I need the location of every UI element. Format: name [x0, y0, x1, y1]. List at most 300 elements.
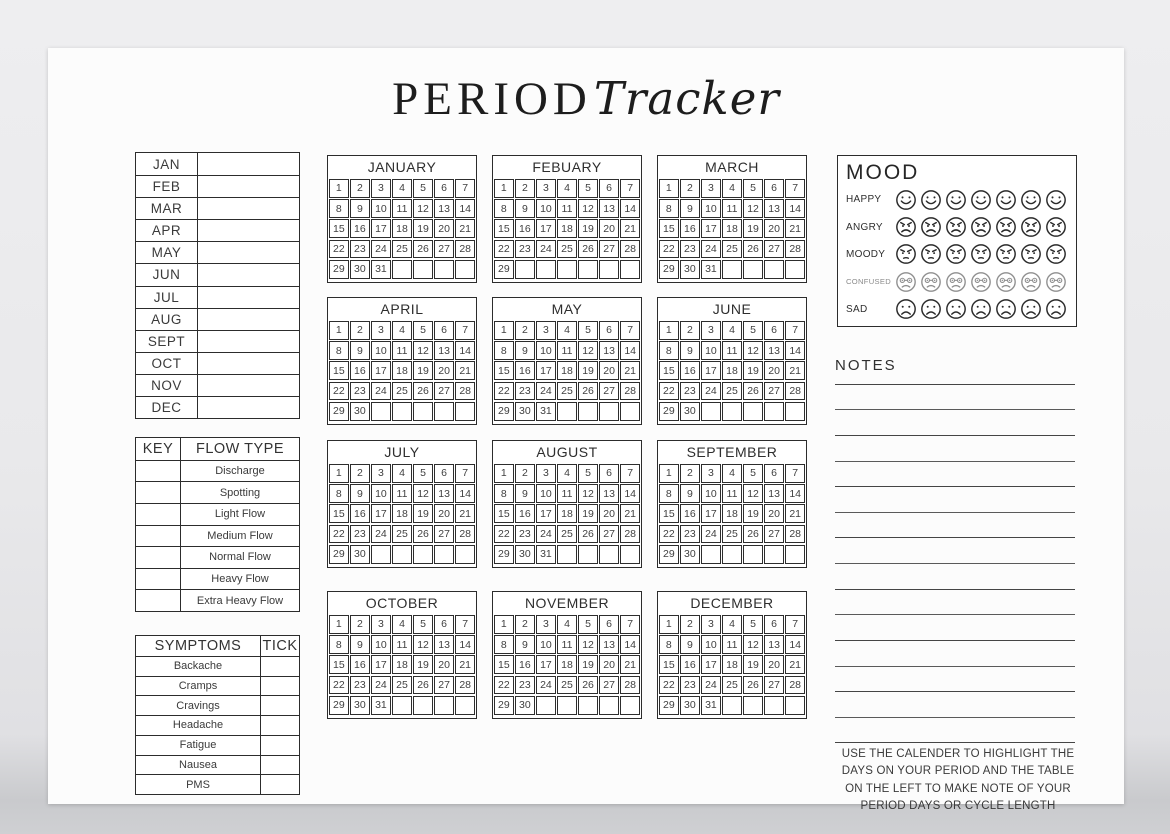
flow-key-color-cell: [136, 504, 181, 525]
calendar-empty-cell: [743, 260, 763, 279]
calendar-day-cell: 21: [455, 361, 475, 380]
calendar-day-cell: 26: [578, 676, 598, 695]
calendar-day-cell: 19: [578, 504, 598, 523]
calendar-empty-cell: [722, 260, 742, 279]
notes-ruled-line: [835, 410, 1075, 436]
calendar-day-cell: 11: [722, 484, 742, 503]
calendar-day-cell: 16: [515, 655, 535, 674]
calendar-empty-cell: [434, 260, 454, 279]
month-log-row: [136, 330, 299, 352]
calendar-day-cell: 9: [350, 635, 370, 654]
happy-face-icon: [970, 189, 992, 211]
calendar-day-cell: 17: [371, 655, 391, 674]
calendar-day-cell: 27: [764, 676, 784, 695]
sad-face-icon: [995, 298, 1017, 320]
calendar-day-grid: [329, 464, 475, 564]
calendar-september: [657, 440, 807, 568]
calendar-day-cell: 9: [515, 635, 535, 654]
calendar-day-cell: 13: [599, 199, 619, 218]
calendar-day-cell: 7: [455, 615, 475, 634]
calendar-day-cell: 17: [371, 361, 391, 380]
month-log-entry-cell: [198, 198, 299, 219]
calendar-day-cell: 8: [329, 484, 349, 503]
calendar-day-cell: 20: [764, 655, 784, 674]
calendar-day-grid: [494, 321, 640, 421]
calendar-empty-cell: [722, 545, 742, 564]
calendar-day-cell: 23: [515, 382, 535, 401]
calendar-day-cell: 9: [680, 199, 700, 218]
calendar-day-cell: 29: [329, 545, 349, 564]
flow-key-row: [136, 525, 299, 547]
calendar-day-cell: 31: [701, 260, 721, 279]
calendar-november: [492, 591, 642, 719]
confused-face-icon: [1020, 271, 1042, 293]
calendar-day-cell: 29: [659, 402, 679, 421]
calendar-empty-cell: [764, 402, 784, 421]
month-log-row: [136, 263, 299, 285]
calendar-day-cell: 30: [350, 402, 370, 421]
calendar-day-cell: 3: [371, 464, 391, 483]
calendar-day-cell: 20: [764, 361, 784, 380]
flow-key-color-cell: [136, 569, 181, 590]
confused-face-icon: [1045, 271, 1067, 293]
angry-face-icon: [895, 216, 917, 238]
flow-type-label: Spotting: [219, 486, 261, 499]
calendar-day-cell: 14: [785, 341, 805, 360]
angry-face-icon: [920, 216, 942, 238]
calendar-day-cell: 24: [701, 676, 721, 695]
month-label: FEB: [136, 176, 198, 197]
calendar-day-cell: 18: [557, 504, 577, 523]
calendar-day-cell: 3: [536, 615, 556, 634]
notes-ruled-line: [835, 615, 1075, 641]
calendar-febuary: [492, 155, 642, 283]
calendar-day-cell: 15: [329, 504, 349, 523]
symptom-tick-cell: [261, 696, 299, 715]
title-period-text: PERIOD: [392, 73, 592, 125]
calendar-day-cell: 20: [599, 361, 619, 380]
sad-face-icon: [920, 298, 942, 320]
confused-face-icon: [995, 271, 1017, 293]
calendar-day-cell: 15: [659, 504, 679, 523]
calendar-day-cell: 31: [701, 696, 721, 715]
calendar-day-cell: 2: [515, 615, 535, 634]
angry-face-icon: [1020, 216, 1042, 238]
calendar-day-cell: 15: [659, 219, 679, 238]
calendar-day-cell: 13: [434, 484, 454, 503]
angry-face-icon: [1045, 216, 1067, 238]
month-log-row: [136, 153, 299, 175]
calendar-day-cell: 22: [329, 240, 349, 259]
calendar-empty-cell: [599, 260, 619, 279]
calendar-day-cell: 18: [722, 219, 742, 238]
calendar-day-cell: 30: [680, 545, 700, 564]
calendar-day-cell: 17: [536, 219, 556, 238]
calendar-day-cell: 12: [413, 484, 433, 503]
flow-type-label: Normal Flow: [209, 551, 271, 564]
calendar-day-cell: 2: [515, 321, 535, 340]
calendar-day-cell: 17: [371, 504, 391, 523]
calendar-empty-cell: [392, 260, 412, 279]
calendar-empty-cell: [392, 402, 412, 421]
angry-face-icon: [995, 216, 1017, 238]
calendar-day-cell: 1: [659, 464, 679, 483]
mood-row-happy: [846, 186, 1072, 213]
calendar-day-cell: 6: [764, 615, 784, 634]
calendar-day-cell: 8: [659, 341, 679, 360]
calendar-day-cell: 24: [536, 240, 556, 259]
calendar-day-cell: 5: [413, 321, 433, 340]
calendar-day-cell: 18: [392, 504, 412, 523]
month-log-entry-cell: [198, 397, 299, 418]
calendar-day-cell: 7: [620, 179, 640, 198]
calendar-day-cell: 7: [455, 179, 475, 198]
calendar-day-cell: 19: [743, 361, 763, 380]
calendar-month-title: SEPTEMBER: [686, 444, 778, 460]
calendar-day-cell: 24: [536, 676, 556, 695]
calendar-empty-cell: [578, 696, 598, 715]
calendar-empty-cell: [434, 545, 454, 564]
calendar-empty-cell: [578, 545, 598, 564]
symptom-row: [136, 774, 299, 794]
calendar-empty-cell: [455, 545, 475, 564]
month-log-entry-cell: [198, 287, 299, 308]
calendar-day-cell: 26: [413, 676, 433, 695]
mood-face-row: [895, 189, 1067, 211]
calendar-day-cell: 4: [722, 615, 742, 634]
calendar-day-cell: 13: [764, 484, 784, 503]
calendar-day-cell: 10: [371, 635, 391, 654]
calendar-day-cell: 27: [764, 525, 784, 544]
calendar-day-cell: 12: [413, 199, 433, 218]
calendar-day-cell: 3: [371, 179, 391, 198]
calendar-day-cell: 19: [413, 655, 433, 674]
calendar-empty-cell: [764, 545, 784, 564]
calendar-day-cell: 11: [722, 341, 742, 360]
calendar-day-cell: 18: [392, 655, 412, 674]
calendar-day-cell: 14: [455, 635, 475, 654]
calendar-day-cell: 27: [764, 240, 784, 259]
calendar-day-cell: 25: [392, 240, 412, 259]
calendar-empty-cell: [764, 260, 784, 279]
notes-ruled-line: [835, 692, 1075, 718]
confused-face-icon: [895, 271, 917, 293]
calendar-day-cell: 7: [455, 321, 475, 340]
calendar-day-cell: 15: [329, 219, 349, 238]
calendar-day-grid: [659, 464, 805, 564]
calendar-empty-cell: [722, 402, 742, 421]
calendar-grid: [327, 155, 807, 768]
calendar-day-cell: 20: [434, 219, 454, 238]
calendar-day-cell: 29: [329, 402, 349, 421]
calendar-day-cell: 15: [659, 655, 679, 674]
symptom-tick-cell: [261, 775, 299, 794]
calendar-empty-cell: [620, 260, 640, 279]
flow-type-label: Light Flow: [214, 508, 266, 521]
calendar-day-cell: 29: [329, 260, 349, 279]
calendar-day-cell: 7: [785, 321, 805, 340]
calendar-day-cell: 20: [434, 504, 454, 523]
calendar-day-cell: 5: [578, 464, 598, 483]
calendar-day-cell: 21: [785, 361, 805, 380]
month-label: SEPT: [136, 331, 198, 352]
calendar-day-cell: 25: [392, 676, 412, 695]
happy-face-icon: [995, 189, 1017, 211]
calendar-empty-cell: [785, 545, 805, 564]
calendar-day-cell: 15: [494, 361, 514, 380]
calendar-day-cell: 21: [455, 655, 475, 674]
calendar-day-cell: 2: [350, 321, 370, 340]
calendar-day-cell: 28: [785, 676, 805, 695]
calendar-day-cell: 3: [536, 321, 556, 340]
calendar-day-cell: 31: [371, 260, 391, 279]
calendar-day-cell: 9: [515, 341, 535, 360]
calendar-day-cell: 13: [434, 341, 454, 360]
calendar-day-cell: 24: [371, 240, 391, 259]
calendar-day-cell: 24: [371, 382, 391, 401]
calendar-empty-cell: [371, 402, 391, 421]
calendar-day-grid: [659, 321, 805, 421]
calendar-day-cell: 5: [413, 464, 433, 483]
month-log-entry-cell: [198, 176, 299, 197]
mood-rows: [846, 186, 1072, 323]
calendar-day-cell: 16: [680, 504, 700, 523]
calendar-month-title: JANUARY: [367, 159, 437, 175]
symptom-label: Backache: [136, 657, 261, 676]
calendar-day-cell: 10: [701, 635, 721, 654]
calendar-day-cell: 6: [434, 179, 454, 198]
calendar-month-title: OCTOBER: [365, 595, 439, 611]
calendar-day-cell: 13: [599, 484, 619, 503]
calendar-day-cell: 3: [536, 179, 556, 198]
calendar-day-cell: 2: [680, 179, 700, 198]
calendar-day-cell: 15: [659, 361, 679, 380]
calendar-empty-cell: [785, 260, 805, 279]
calendar-day-cell: 28: [455, 525, 475, 544]
calendar-day-cell: 25: [392, 382, 412, 401]
calendar-day-cell: 11: [722, 199, 742, 218]
month-label: NOV: [136, 375, 198, 396]
calendar-day-cell: 3: [371, 615, 391, 634]
calendar-day-cell: 27: [764, 382, 784, 401]
calendar-empty-cell: [701, 545, 721, 564]
sad-face-icon: [895, 298, 917, 320]
calendar-day-cell: 1: [329, 179, 349, 198]
calendar-day-cell: 11: [392, 341, 412, 360]
calendar-empty-cell: [455, 402, 475, 421]
moody-face-icon: [995, 243, 1017, 265]
calendar-day-cell: 22: [494, 525, 514, 544]
calendar-day-cell: 21: [620, 361, 640, 380]
calendar-day-cell: 29: [659, 545, 679, 564]
calendar-empty-cell: [578, 260, 598, 279]
calendar-day-cell: 28: [455, 676, 475, 695]
calendar-day-cell: 10: [371, 199, 391, 218]
calendar-empty-cell: [413, 545, 433, 564]
calendar-day-cell: 7: [620, 321, 640, 340]
calendar-day-cell: 5: [413, 179, 433, 198]
calendar-day-cell: 22: [659, 240, 679, 259]
notes-ruled-line: [835, 462, 1075, 488]
calendar-empty-cell: [413, 402, 433, 421]
calendar-day-cell: 8: [659, 635, 679, 654]
calendar-day-cell: 4: [722, 321, 742, 340]
calendar-day-cell: 24: [701, 525, 721, 544]
calendar-day-cell: 17: [701, 655, 721, 674]
sad-face-icon: [1045, 298, 1067, 320]
mood-row-confused: [846, 268, 1072, 295]
calendar-day-cell: 1: [494, 615, 514, 634]
notes-lines: [835, 359, 1075, 743]
moody-face-icon: [920, 243, 942, 265]
calendar-day-cell: 29: [659, 260, 679, 279]
moody-face-icon: [895, 243, 917, 265]
moody-face-icon: [945, 243, 967, 265]
calendar-day-cell: 8: [494, 635, 514, 654]
calendar-day-cell: 29: [494, 260, 514, 279]
calendar-day-grid: [494, 464, 640, 564]
month-log-row: [136, 286, 299, 308]
calendar-day-cell: 16: [350, 655, 370, 674]
calendar-day-cell: 5: [413, 615, 433, 634]
calendar-day-cell: 6: [599, 464, 619, 483]
calendar-day-cell: 19: [413, 219, 433, 238]
happy-face-icon: [920, 189, 942, 211]
calendar-day-cell: 5: [578, 179, 598, 198]
calendar-day-cell: 7: [620, 464, 640, 483]
calendar-day-cell: 5: [743, 179, 763, 198]
calendar-day-cell: 10: [701, 199, 721, 218]
calendar-day-cell: 18: [392, 361, 412, 380]
flow-key-row: [136, 503, 299, 525]
calendar-day-cell: 12: [743, 635, 763, 654]
calendar-day-cell: 14: [785, 484, 805, 503]
calendar-day-grid: [494, 179, 640, 279]
calendar-day-cell: 13: [434, 635, 454, 654]
calendar-day-cell: 2: [680, 615, 700, 634]
calendar-day-cell: 7: [785, 464, 805, 483]
calendar-day-cell: 22: [659, 382, 679, 401]
notes-ruled-line: [835, 359, 1075, 385]
calendar-day-cell: 30: [350, 545, 370, 564]
month-label: MAR: [136, 198, 198, 219]
calendar-day-cell: 22: [659, 525, 679, 544]
calendar-day-cell: 30: [680, 696, 700, 715]
calendar-day-cell: 16: [350, 504, 370, 523]
calendar-day-cell: 7: [620, 615, 640, 634]
calendar-day-cell: 14: [785, 199, 805, 218]
mood-box: [837, 155, 1077, 327]
symptom-tick-cell: [261, 716, 299, 735]
calendar-day-cell: 31: [536, 402, 556, 421]
calendar-day-cell: 7: [455, 464, 475, 483]
calendar-day-cell: 14: [455, 199, 475, 218]
calendar-day-cell: 26: [743, 525, 763, 544]
calendar-day-cell: 26: [743, 382, 763, 401]
calendar-day-cell: 20: [764, 504, 784, 523]
calendar-day-cell: 26: [578, 525, 598, 544]
notes-ruled-line: [835, 590, 1075, 616]
calendar-day-cell: 3: [701, 321, 721, 340]
calendar-day-cell: 4: [392, 615, 412, 634]
calendar-day-cell: 24: [536, 382, 556, 401]
calendar-day-cell: 5: [578, 615, 598, 634]
calendar-day-cell: 26: [413, 240, 433, 259]
calendar-day-cell: 12: [413, 341, 433, 360]
calendar-day-cell: 20: [599, 219, 619, 238]
calendar-day-cell: 28: [620, 525, 640, 544]
notes-ruled-line: [835, 513, 1075, 539]
calendar-day-cell: 1: [659, 179, 679, 198]
calendar-day-cell: 6: [434, 615, 454, 634]
calendar-day-cell: 20: [434, 655, 454, 674]
calendar-day-cell: 21: [785, 504, 805, 523]
calendar-day-cell: 20: [764, 219, 784, 238]
symptom-row: [136, 676, 299, 696]
calendar-day-cell: 22: [659, 676, 679, 695]
calendar-day-cell: 1: [329, 464, 349, 483]
calendar-day-cell: 19: [743, 219, 763, 238]
symptom-label: Headache: [136, 716, 261, 735]
calendar-empty-cell: [557, 260, 577, 279]
month-log-row: [136, 374, 299, 396]
calendar-day-cell: 23: [515, 240, 535, 259]
calendar-day-cell: 17: [536, 504, 556, 523]
calendar-day-cell: 17: [701, 219, 721, 238]
calendar-day-cell: 6: [599, 179, 619, 198]
calendar-day-cell: 1: [659, 321, 679, 340]
happy-face-icon: [1020, 189, 1042, 211]
calendar-day-cell: 3: [536, 464, 556, 483]
calendar-day-cell: 27: [599, 676, 619, 695]
calendar-day-cell: 26: [578, 382, 598, 401]
mood-label: ANGRY: [846, 221, 883, 233]
calendar-day-cell: 23: [515, 676, 535, 695]
calendar-day-cell: 11: [392, 635, 412, 654]
calendar-april: [327, 297, 477, 425]
calendar-day-cell: 28: [785, 382, 805, 401]
calendar-day-cell: 2: [350, 179, 370, 198]
calendar-day-cell: 12: [743, 484, 763, 503]
month-log-entry-cell: [198, 375, 299, 396]
calendar-day-cell: 7: [785, 179, 805, 198]
calendar-day-cell: 14: [455, 484, 475, 503]
symptom-label: Nausea: [136, 756, 261, 775]
notes-ruled-line: [835, 538, 1075, 564]
calendar-day-cell: 23: [680, 240, 700, 259]
calendar-month-title: APRIL: [380, 301, 424, 317]
calendar-empty-cell: [764, 696, 784, 715]
calendar-day-cell: 30: [350, 260, 370, 279]
calendar-day-cell: 22: [494, 240, 514, 259]
confused-face-icon: [945, 271, 967, 293]
calendar-day-cell: 31: [536, 545, 556, 564]
symptom-label: Cramps: [136, 677, 261, 696]
calendar-empty-cell: [413, 260, 433, 279]
calendar-day-cell: 13: [599, 341, 619, 360]
calendar-day-cell: 25: [557, 240, 577, 259]
calendar-day-cell: 11: [557, 199, 577, 218]
mood-row-sad: [846, 296, 1072, 323]
calendar-day-cell: 22: [494, 676, 514, 695]
calendar-day-cell: 28: [620, 382, 640, 401]
calendar-may: [492, 297, 642, 425]
calendar-day-cell: 17: [701, 361, 721, 380]
calendar-day-cell: 23: [350, 525, 370, 544]
calendar-day-cell: 29: [329, 696, 349, 715]
month-log-entry-cell: [198, 264, 299, 285]
notes-title: NOTES: [835, 357, 897, 374]
